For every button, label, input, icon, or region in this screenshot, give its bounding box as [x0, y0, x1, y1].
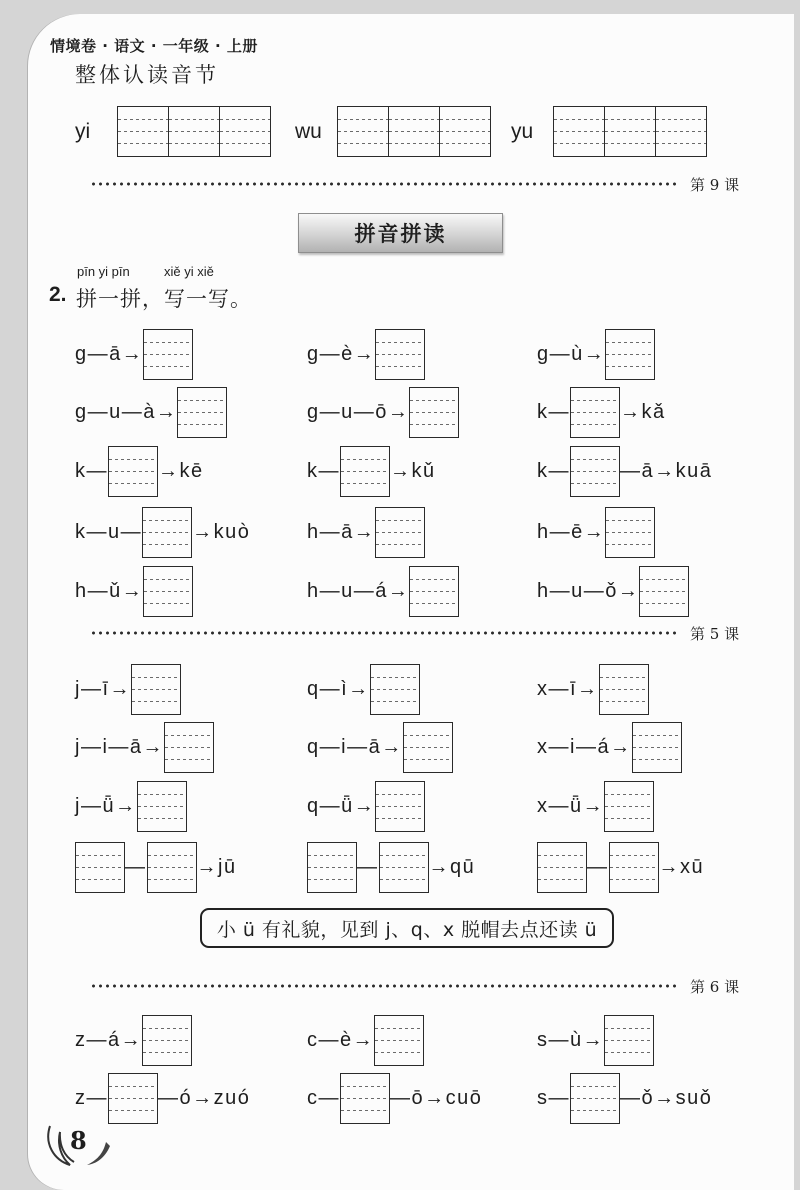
syllable-group-yu [511, 106, 707, 157]
pinyin-segment: x—ǖ→ [537, 795, 605, 817]
pinyin-exercise [307, 566, 459, 617]
pinyin-exercise [307, 1015, 424, 1066]
pinyin-exercise [75, 566, 193, 617]
pinyin-exercise [307, 329, 425, 380]
syllable-group-wu [295, 106, 491, 157]
pinyin-segment: k— [307, 460, 340, 482]
pinyin-segment: k— [75, 460, 108, 482]
lesson-marker: 第 5 课 [690, 625, 740, 643]
pinyin-exercise [307, 781, 425, 832]
writing-cell[interactable] [169, 107, 220, 156]
pinyin-exercise [75, 387, 227, 438]
whole-syllables-title: 整体认读音节 [75, 63, 219, 87]
pinyin-segment: h—u—á→ [307, 580, 410, 602]
pinyin-segment: —ō→cuō [390, 1087, 483, 1109]
writing-box[interactable] [599, 664, 649, 715]
pinyin-segment: —ǒ→suǒ [620, 1087, 713, 1109]
pinyin-segment: h—ē→ [537, 521, 606, 543]
pinyin-exercise [75, 1073, 250, 1124]
writing-box[interactable] [108, 1073, 158, 1124]
pinyin-segment: k— [537, 460, 570, 482]
lesson-marker: 第 9 课 [690, 176, 740, 194]
page-number: 8 [70, 1126, 87, 1155]
pinyin-exercise [537, 842, 704, 893]
writing-box[interactable] [639, 566, 689, 617]
three-cell-writing-box[interactable] [117, 106, 271, 157]
writing-cell[interactable] [220, 107, 270, 156]
pinyin-exercise [537, 722, 682, 773]
writing-cell[interactable] [389, 107, 440, 156]
pinyin-exercise [307, 722, 453, 773]
writing-cell[interactable] [118, 107, 169, 156]
writing-box[interactable] [340, 446, 390, 497]
pinyin-segment: c— [307, 1087, 340, 1109]
pinyin-segment: x—i—á→ [537, 736, 632, 758]
writing-box[interactable] [375, 781, 425, 832]
pinyin-exercise [75, 446, 204, 497]
writing-box[interactable] [131, 664, 181, 715]
question-number: 2. [49, 283, 67, 306]
pinyin-exercise [537, 329, 655, 380]
pinyin-segment: h—u—ǒ→ [537, 580, 640, 602]
three-cell-writing-box[interactable] [553, 106, 707, 157]
writing-box[interactable] [75, 842, 125, 893]
pinyin-segment: q—ǖ→ [307, 795, 376, 817]
pinyin-exercise [537, 664, 649, 715]
pinyin-segment: x—ī→ [537, 678, 599, 700]
writing-box[interactable] [374, 1015, 424, 1066]
pinyin-exercise [307, 446, 436, 497]
writing-cell[interactable] [554, 107, 605, 156]
pinyin-exercise [75, 781, 187, 832]
writing-box[interactable] [570, 1073, 620, 1124]
writing-cell[interactable] [605, 107, 656, 156]
section-banner: 拼音拼读 [298, 213, 503, 253]
pinyin-segment: g—ù→ [537, 343, 606, 365]
pinyin-exercise [75, 507, 250, 558]
pinyin-exercise [537, 1073, 712, 1124]
writing-box[interactable] [143, 566, 193, 617]
pinyin-segment: k—u— [75, 521, 143, 543]
pinyin-segment: —ó→zuó [158, 1087, 251, 1109]
pinyin-segment: k— [537, 401, 570, 423]
pinyin-segment: h—ā→ [307, 521, 376, 543]
pinyin-exercise [307, 664, 420, 715]
pinyin-segment: z— [75, 1087, 108, 1109]
writing-box[interactable] [340, 1073, 390, 1124]
writing-box[interactable] [370, 664, 420, 715]
writing-box[interactable] [177, 387, 227, 438]
pinyin-segment: g—u—à→ [75, 401, 178, 423]
pinyin-exercise [307, 842, 475, 893]
pinyin-exercise [75, 722, 214, 773]
pinyin-segment: s— [537, 1087, 570, 1109]
writing-box[interactable] [537, 842, 587, 893]
pinyin-segment: g—ā→ [75, 343, 144, 365]
pinyin-segment: j—i—ā→ [75, 736, 165, 758]
dotted-divider [90, 182, 676, 186]
three-cell-writing-box[interactable] [337, 106, 491, 157]
writing-box[interactable] [409, 387, 459, 438]
pinyin-segment: z—á→ [75, 1029, 143, 1051]
pinyin-segment: — [125, 856, 147, 878]
pinyin-segment: →kuò [192, 521, 251, 543]
writing-box[interactable] [147, 842, 197, 893]
pinyin-exercise [537, 387, 666, 438]
pinyin-segment: c—è→ [307, 1029, 375, 1051]
writing-box[interactable] [604, 781, 654, 832]
syllable-label: yu [511, 119, 534, 143]
pinyin-exercise [537, 781, 654, 832]
writing-box[interactable] [605, 507, 655, 558]
tip-box: 小 ü 有礼貌，见到 j、q、x 脱帽去点还读 ü [200, 908, 614, 948]
dotted-divider [90, 631, 676, 635]
lesson-marker: 第 6 课 [690, 978, 740, 996]
writing-box[interactable] [375, 507, 425, 558]
book-header: 情境卷 · 语文 · 一年级 · 上册 [50, 37, 258, 55]
writing-cell[interactable] [656, 107, 706, 156]
writing-box[interactable] [632, 722, 682, 773]
pinyin-segment: q—i—ā→ [307, 736, 403, 758]
pinyin-exercise [75, 1015, 192, 1066]
dotted-divider [90, 984, 676, 988]
syllable-label: yi [75, 119, 91, 143]
pinyin-annotation: xiě yi xiě [164, 264, 214, 279]
pinyin-segment: q—ì→ [307, 678, 370, 700]
pinyin-segment: —ā→kuā [620, 460, 713, 482]
pinyin-exercise [537, 446, 712, 497]
writing-box[interactable] [143, 329, 193, 380]
writing-box[interactable] [604, 1015, 654, 1066]
pinyin-exercise [307, 1073, 482, 1124]
writing-box[interactable] [164, 722, 214, 773]
writing-box[interactable] [570, 387, 620, 438]
writing-cell[interactable] [338, 107, 389, 156]
pinyin-segment: g—è→ [307, 343, 376, 365]
writing-box[interactable] [142, 507, 192, 558]
pinyin-segment: →jū [196, 856, 237, 878]
writing-box[interactable] [409, 566, 459, 617]
pinyin-segment: — [587, 856, 609, 878]
writing-box[interactable] [142, 1015, 192, 1066]
pinyin-segment: — [357, 856, 379, 878]
writing-box[interactable] [137, 781, 187, 832]
pinyin-exercise [537, 507, 655, 558]
pinyin-segment: g—u—ō→ [307, 401, 410, 423]
writing-box[interactable] [379, 842, 429, 893]
pinyin-segment: →qū [428, 856, 476, 878]
pinyin-segment: j—ī→ [75, 678, 131, 700]
writing-box[interactable] [108, 446, 158, 497]
writing-box[interactable] [375, 329, 425, 380]
pinyin-exercise [75, 664, 181, 715]
writing-cell[interactable] [440, 107, 490, 156]
pinyin-segment: h—ǔ→ [75, 580, 144, 602]
pinyin-exercise [537, 566, 689, 617]
pinyin-segment: j—ǖ→ [75, 795, 137, 817]
question-instruction: 拼一拼，写一写。 [76, 287, 252, 311]
pinyin-exercise [75, 842, 237, 893]
pinyin-annotation: pīn yi pīn [77, 264, 130, 279]
pinyin-exercise [537, 1015, 654, 1066]
pinyin-segment: →kē [158, 460, 204, 482]
writing-box[interactable] [605, 329, 655, 380]
pinyin-segment: →kǔ [390, 460, 436, 482]
pinyin-exercise [307, 507, 425, 558]
writing-box[interactable] [609, 842, 659, 893]
writing-box[interactable] [570, 446, 620, 497]
pinyin-segment: →xū [658, 856, 705, 878]
pinyin-exercise [75, 329, 193, 380]
pinyin-exercise [307, 387, 459, 438]
pinyin-segment: s—ù→ [537, 1029, 605, 1051]
syllable-label: wu [295, 119, 322, 143]
pinyin-segment: →kǎ [620, 401, 666, 423]
writing-box[interactable] [403, 722, 453, 773]
writing-box[interactable] [307, 842, 357, 893]
syllable-group-yi [75, 106, 271, 157]
